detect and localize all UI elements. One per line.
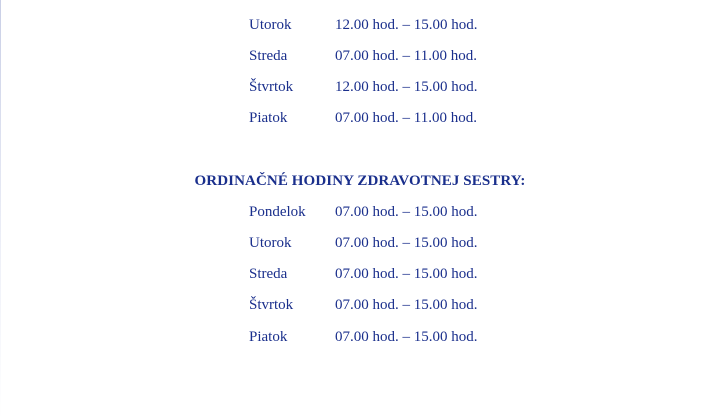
nurse-hours-heading: ORDINAČNÉ HODINY ZDRAVOTNEJ SESTRY:	[194, 173, 526, 189]
hours-value: 07.00 hod. – 15.00 hod.	[335, 266, 478, 282]
nurse-row-utorok	[249, 233, 478, 253]
nurse-row-stvrtok	[249, 295, 478, 315]
day-label: Utorok	[249, 235, 292, 251]
day-label: Štvrtok	[249, 79, 294, 95]
day-label: Štvrtok	[249, 297, 294, 313]
nurse-row-pondelok	[249, 202, 478, 222]
schedule-row-piatok	[249, 108, 477, 128]
schedule-row-streda	[249, 46, 477, 66]
hours-value: 07.00 hod. – 11.00 hod.	[335, 48, 477, 64]
schedule-row-utorok	[249, 15, 478, 35]
day-label: Piatok	[249, 110, 288, 126]
day-label: Utorok	[249, 17, 292, 33]
hours-value: 07.00 hod. – 15.00 hod.	[335, 329, 478, 345]
hours-value: 07.00 hod. – 11.00 hod.	[335, 110, 477, 126]
nurse-row-piatok	[249, 327, 478, 347]
schedule-row-stvrtok	[249, 77, 478, 97]
day-label: Streda	[249, 266, 288, 282]
hours-value: 12.00 hod. – 15.00 hod.	[335, 79, 478, 95]
hours-value: 07.00 hod. – 15.00 hod.	[335, 297, 478, 313]
day-label: Streda	[249, 48, 288, 64]
page-edge-shadow	[0, 0, 1, 420]
hours-value: 12.00 hod. – 15.00 hod.	[335, 17, 478, 33]
hours-value: 07.00 hod. – 15.00 hod.	[335, 204, 478, 220]
nurse-row-streda	[249, 264, 478, 284]
hours-value: 07.00 hod. – 15.00 hod.	[335, 235, 478, 251]
day-label: Piatok	[249, 329, 288, 345]
day-label: Pondelok	[249, 204, 306, 220]
